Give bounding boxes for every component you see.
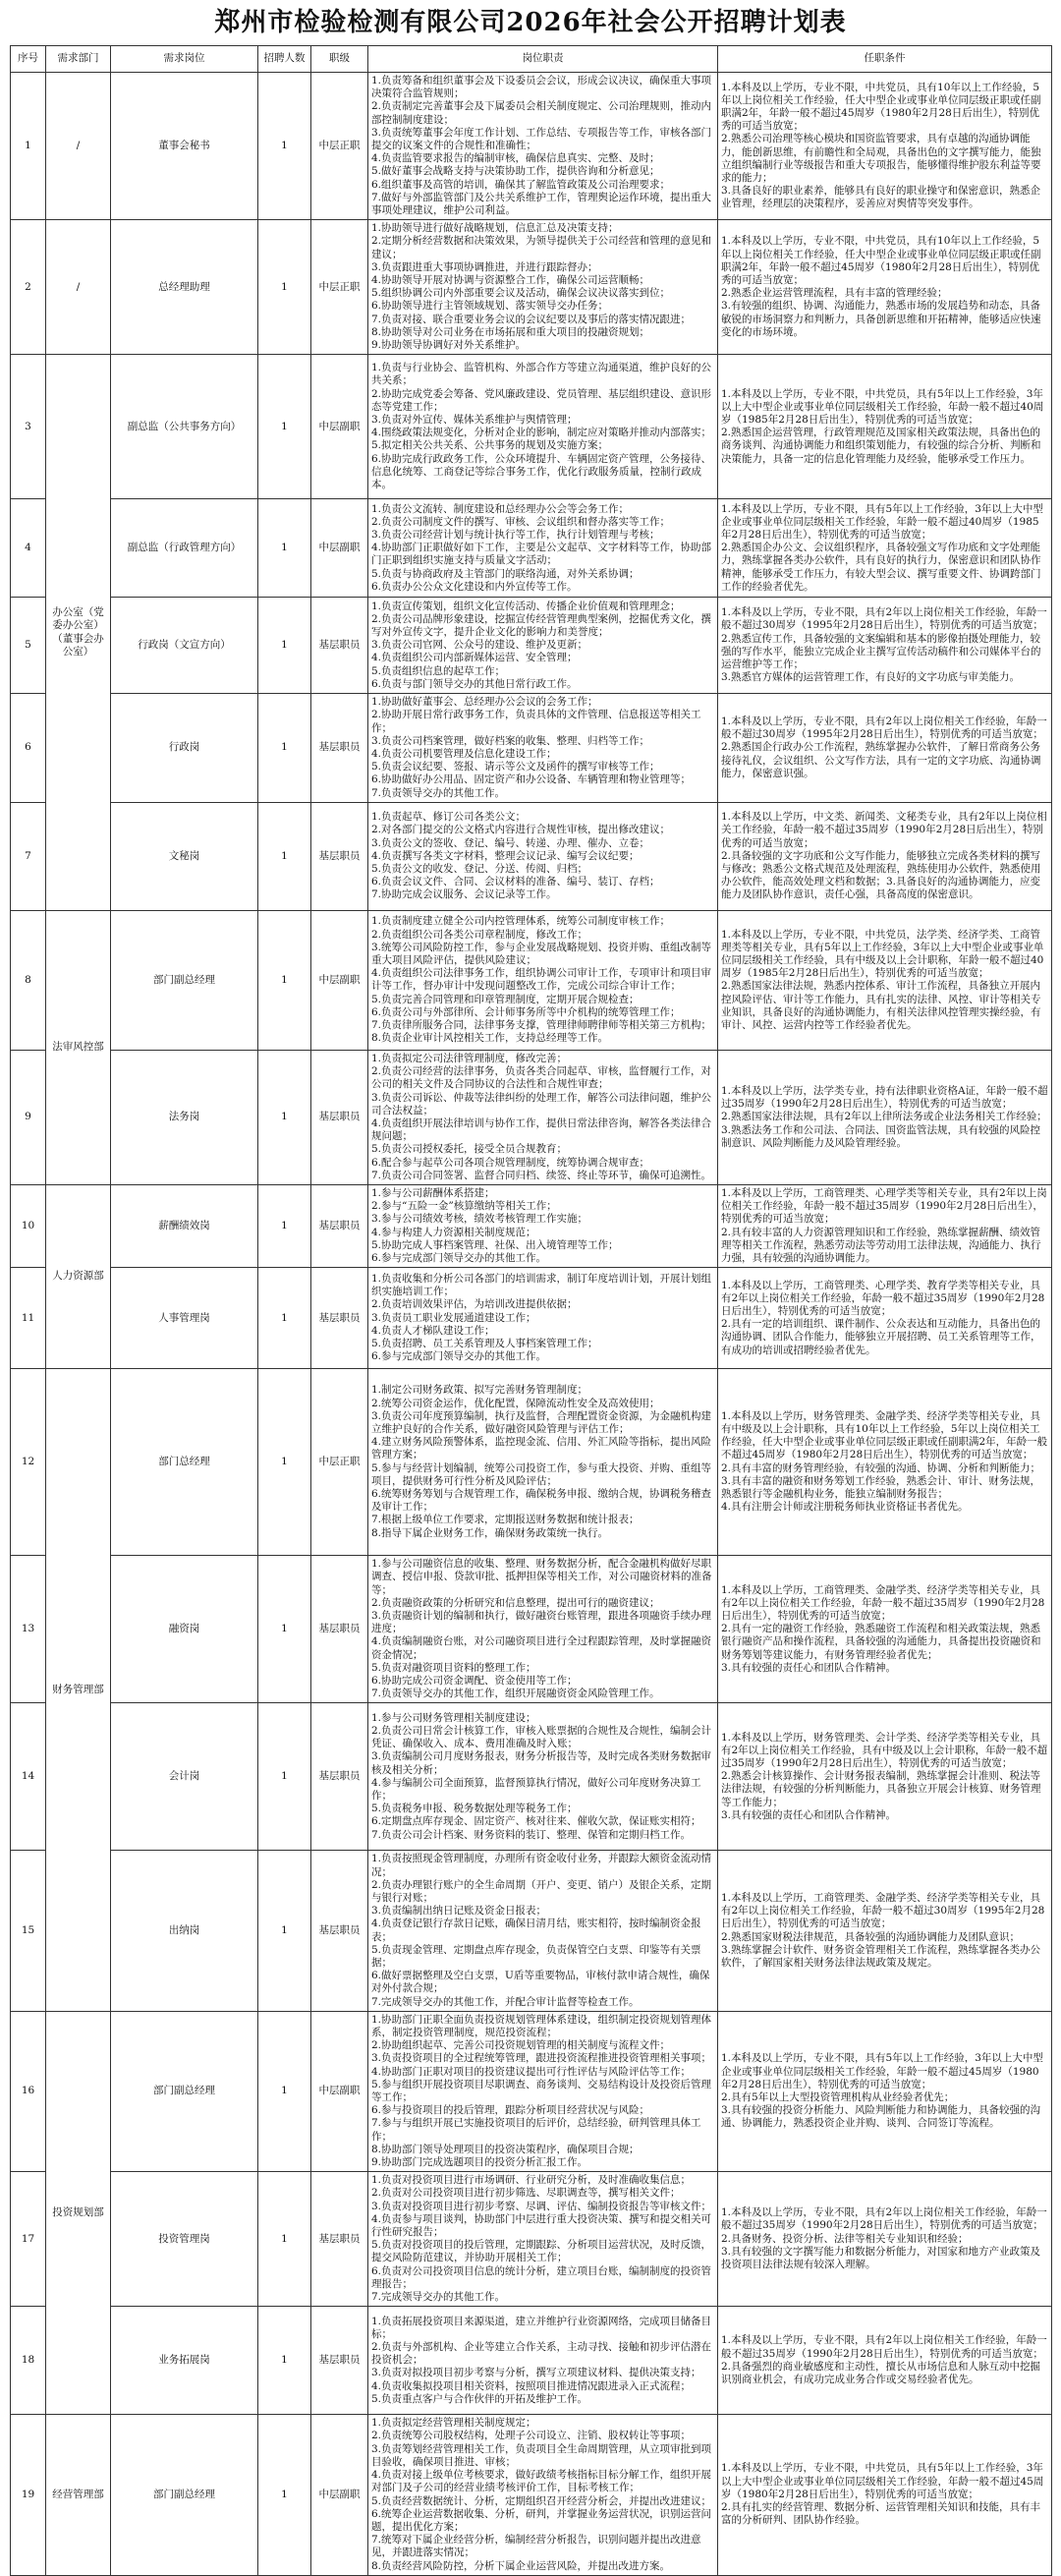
table-row: [11, 2011, 1052, 2171]
table-row: [11, 1703, 1052, 1851]
cell-requirements: 1.本科及以上学历，专业不限，中共党员，具有5年以上工作经验，3年以上大中型企业或事业单位同层级相关工作经验，年龄一般不超过40周岁（1985年2月28日后出生），特别优秀的可适当放宽； 2.熟悉国企运营管理，行政管理规范及国家相关政策法规，具备出色的商务谈判、沟通协调能力和组织策划能力，有较强的综合分析、判断和决策能力，具备一定的信息化管理能力及经验，能够承受工作压力。: [718, 355, 1052, 499]
cell-count: 1: [258, 2011, 311, 2171]
table-row: [11, 694, 1052, 803]
cell-level: 中层正职: [311, 73, 368, 220]
cell-duties: 1.制定公司财务政策、拟写完善财务管理制度； 2.统筹公司资金运作，优化配置，保障流动性安全及高效使用； 3.负责公司年度预算编制，执行及监督，合理配置资金资源，为金融机构建立维护良好的合作关系，做好融资风险管理与评估工作； 4.建立财务风险预警体系，监控现金流、信用、外汇风险等指标，提出风险管理方案； 5.参与与经营计划编制，统筹公司投资工作，参与重大投资、并购、重组等项目，提供财务可行性分析及风险评估； 6.统筹财务筹划与合规管理工作，确保税务申报、缴纳合规，协调税务稽查及审计工作； 7.根据上级单位工作要求，定期报送财务数据和统计报表； 8.指导下属企业财务工作，确保财务政策统一执行。: [368, 1369, 718, 1556]
cell-requirements: 1.本科及以上学历，工商管理类、金融学类、经济学类等相关专业，具有2年以上岗位相关工作经验，年龄一般不超过35周岁（1990年2月28日后出生），特别优秀的可适当放宽； 2.具有一定的融资工作经验，熟悉融资工作流程和相关政策法规，熟悉银行融资产品和操作流程，具备较强的沟通能力，具备提出投资融资和财务筹划等建议能力，有财务管理经验者优先； 3.具有较强的责任心和团队合作精神。: [718, 1556, 1052, 1703]
table-row: [11, 1369, 1052, 1556]
cell-level: 基层职员: [311, 1050, 368, 1184]
cell-position: 文秘岗: [111, 802, 258, 910]
cell-position: 总经理助理: [111, 220, 258, 355]
cell-count: 1: [258, 1184, 311, 1267]
cell-duties: 1.负责按照现金管理制度，办理所有资金收付业务，并跟踪大额资金流动情况； 2.负责办理银行账户的全生命周期（开户、变更、销户）及银企关系，定期与银行对账； 3.负责编制出纳日记账及资金日报表； 4.负责登记银行存款日记账，确保日清月结，账实相符，按时编制资金报表； 5.负责现金管理、定期盘点库存现金，负责保管空白支票、印鉴等有关票据； 6.做好票据整理及空白支票，U盾等重要物品，审核付款申请合规性，确保对外付款合规； 7.完成领导交办的其他工作，并配合审计监督等检查工作。: [368, 1851, 718, 2011]
cell-no: 1: [11, 73, 46, 220]
table-row: [11, 73, 1052, 220]
cell-dept: 人力资源部: [46, 1184, 111, 1368]
cell-dept: /: [46, 220, 111, 355]
table-row: [11, 910, 1052, 1050]
cell-count: 1: [258, 220, 311, 355]
cell-duties: 1.协助领导进行做好战略规划，信息汇总及决策支持； 2.定期分析经营数据和决策效果，为领导提供关于公司经营和管理的意见和建议； 3.负责跟进重大事项协调推进，并进行跟踪督办； 4.协助领导开展对协调与资源整合工作，确保公司运营顺畅； 5.组织协调公司内外部重要会议及活动，确保会议决议落实到位； 6.协助领导进行主管领域规划、落实领导交办任务； 7.负责对接、联合重要业务会议的会议纪要以及事后的落实情况跟进； 8.协助领导对公司业务在市场拓展和重大项目的投融资规划； 9.协助领导协调好对外关系维护。: [368, 220, 718, 355]
cell-requirements: 1.本科及以上学历，工商管理类、心理学类、教育学类等相关专业，具有2年以上岗位相关工作经验，年龄一般不超过35周岁（1990年2月28日后出生），特别优秀的可适当放宽； 2.具有一定的培训组织、课件制作、公众表达和互动能力，具备出色的沟通协调、团队合作能力，能够独立开展招聘、员工关系管理等工作，有成功的培训或招聘经验者优先。: [718, 1268, 1052, 1369]
cell-level: 基层职员: [311, 1184, 368, 1267]
cell-position: 出纳岗: [111, 1851, 258, 2011]
cell-requirements: 1.本科及以上学历，财务管理类、会计学类、经济学类等相关专业，具有2年以上岗位相关工作经验，具有中级及以上会计职称，年龄一般不超过35周岁（1990年2月28日后出生），特别优秀的可适当放宽； 2.熟悉会计核算操作、会计财务报表编制，熟练掌握会计准则、税法等法律法规，有较强的分析判断能力，具备独立开展会计核算、财务管理等工作能力； 3.具有较强的责任心和团队合作精神。: [718, 1703, 1052, 1851]
cell-count: 1: [258, 1556, 311, 1703]
cell-dept: 办公室（党委办公室）（董事会办公室）: [46, 355, 111, 911]
cell-duties: 1.参与公司财务管理相关制度建设； 2.负责公司日常会计核算工作，审核入账票据的合规性及合规性，编制会计凭证、确保收入、成本、费用准确及时入账； 3.负责编制公司月度财务报表，财务分析报告等，及时完成各类财务数据审核及相关分析； 4.参与编制公司全面预算，监督预算执行情况，做好公司年度财务决算工作； 5.负责税务申报、税务数据处理等税务工作； 6.定期盘点库存现金、固定资产、核对往来、催收欠款，保证账实相符； 7.负责公司会计档案、财务资料的装订、整理、保管和定期归档工作。: [368, 1703, 718, 1851]
cell-count: 1: [258, 802, 311, 910]
cell-requirements: 1.本科及以上学历，财务管理类、金融学类、经济学类等相关专业，具有中级及以上会计职称，具有10年以上工作经验，5年以上岗位相关工作经验，任大中型企业或事业单位同层级正职或任副职满2年，年龄一般不超过45周岁（1980年2月28日后出生），特别优秀的可适当放宽； 2.具有丰富的财务管理经验，有较强的沟通、协调、分析和判断能力； 3.具有丰富的融资和财务筹划工作经验，熟悉会计、审计、财务法规，熟悉银行等金融机构业务，能独立编制财务报告； 4.具有注册会计师或注册税务师执业资格证书者优先。: [718, 1369, 1052, 1556]
cell-count: 1: [258, 2172, 311, 2307]
cell-position: 副总监（行政管理方向）: [111, 499, 258, 598]
cell-requirements: 1.本科及以上学历，工商管理类、金融学类、经济学类等相关专业，具有2年以上岗位相关工作经验，年龄一般不超过30周岁（1995年2月28日后出生），特别优秀的可适当放宽； 2.熟悉国家财税法律规范，具备较强的沟通协调能力及团队意识； 3.熟练掌握会计软件、财务资金管理相关工作流程，熟练掌握各类办公软件，了解国家相关财务法律法规政策及规定。: [718, 1851, 1052, 2011]
cell-position: 投资管理岗: [111, 2172, 258, 2307]
table-row: [11, 598, 1052, 694]
cell-duties: 1.负责拓展投资项目来源渠道，建立并维护行业资源网络，完成项目储备目标； 2.负责与外部机构、企业等建立合作关系，主动寻找、接触和初步评估潜在投资机会； 3.负责对拟投项目初步考察与分析，撰写立项建议材料、提供决策支持； 4.负责收集拟投项目相关资料，按照项目推进情况跟进录入正式流程； 5.负责重点客户与合作伙伴的开拓及维护工作。: [368, 2307, 718, 2415]
table-row: [11, 1556, 1052, 1703]
cell-requirements: 1.本科及以上学历，专业不限，具有5年以上工作经验，3年以上大中型企业或事业单位同层级相关工作经验，年龄一般不超过45周岁（1980年2月28日后出生），特别优秀的可适当放宽； 2.具有5年以上大型投资管理机构从业经验者优先； 3.具有较强的投资分析能力、风险判断能力和协调能力，具备较强的沟通、协调能力，熟悉投资企业并购、谈判、合同签订等流程。: [718, 2011, 1052, 2171]
table-row: [11, 1184, 1052, 1267]
cell-position: 行政岗（文宣方向）: [111, 598, 258, 694]
table-row: [11, 499, 1052, 598]
cell-level: 基层职员: [311, 802, 368, 910]
cell-count: 1: [258, 2415, 311, 2575]
cell-duties: 1.负责与行业协会、监管机构、外部合作方等建立沟通渠道，维护良好的公共关系； 2.协助完成党委会筹备、党风廉政建设、党员管理、基层组织建设、意识形态等党建工作； 3.负责对外宣传、媒体关系维护与舆情管理； 4.围绕政策法规变化，分析对企业的影响，制定应对策略并推动内部落实； 5.拟定相关公共关系、公共事务的规划及实施方案； 6.协助完成行政政务工作，公众环境提升、车辆固定资产管理，公务接待、信息化统筹、工商登记等综合事务工作，优化行政服务质量，控制行政成本。: [368, 355, 718, 499]
cell-dept: 财务管理部: [46, 1369, 111, 2012]
cell-count: 1: [258, 598, 311, 694]
cell-level: 中层副职: [311, 910, 368, 1050]
cell-count: 1: [258, 2307, 311, 2415]
cell-count: 1: [258, 1268, 311, 1369]
table-row: [11, 1050, 1052, 1184]
cell-no: 13: [11, 1556, 46, 1703]
cell-position: 行政岗: [111, 694, 258, 803]
header-duties: 岗位职责: [368, 46, 718, 73]
cell-count: 1: [258, 694, 311, 803]
cell-dept: /: [46, 73, 111, 220]
cell-level: 中层正职: [311, 1369, 368, 1556]
cell-no: 3: [11, 355, 46, 499]
cell-duties: 1.负责起草、修订公司各类公文； 2.对各部门提交的公文格式内容进行合规性审核，提出修改建议； 3.负责公文的签收、登记、编号、转递、办理、催办、立卷； 4.负责撰写各类文字材料，整理会议记录、编写会议纪要； 5.负责公文的收发、登记、分送、传阅、归档； 6.负责会议文件、合同、会议材料的准备、编号、装订、存档； 7.协助完成会议服务、会议记录等工作。: [368, 802, 718, 910]
cell-requirements: 1.本科及以上学历，中文类、新闻类、文秘类专业，具有2年以上岗位相关工作经验，年龄一般不超过35周岁（1990年2月28日后出生），特别优秀的可适当放宽； 2.具备较强的文字功底和公文写作能力，能够独立完成各类材料的撰写与修改；熟悉公文格式规范及处理流程，熟练使用办公软件，熟悉使用办公软件，能高效处理文档和数据；3.具备良好的沟通协调能力，应变能力及团队协作意识，责任心强，具备高度的保密意识。: [718, 802, 1052, 910]
cell-position: 部门副总经理: [111, 2415, 258, 2575]
cell-no: 5: [11, 598, 46, 694]
cell-no: 8: [11, 910, 46, 1050]
table-row: [11, 2307, 1052, 2415]
cell-requirements: 1.本科及以上学历，专业不限，具有5年以上工作经验，3年以上大中型企业或事业单位同层级相关工作经验，年龄一般不超过40周岁（1985年2月28日后出生），特别优秀的可适当放宽； 2.熟悉国企办公文、会议组织程序，具备较强文写作功底和文字处理能力，熟练掌握各类办公软件，具有良好的执行力，保密意识和团队协作精神，能够承受工作压力，有较大型会议、撰写重要文件、协调跨部门工作的经验者优先。: [718, 499, 1052, 598]
cell-no: 14: [11, 1703, 46, 1851]
cell-dept: 经营管理部: [46, 2415, 111, 2575]
cell-requirements: 1.本科及以上学历，专业不限，具有2年以上岗位相关工作经验，年龄一般不超过35周岁（1990年2月28日后出生），特别优秀的可适当放宽； 2.具备强烈的商业敏感度和主动性，擅长从市场信息和人脉互动中挖掘识别商业机会，有成功完成业务合作或交易经验者优先。: [718, 2307, 1052, 2415]
cell-duties: 1.参与公司融资信息的收集、整理、财务数据分析，配合金融机构做好尽职调查、授信申报、贷款审批、抵押担保等相关工作，对公司融资材料的准备等； 2.负责融资政策的分析研究和信息整理，提出可行的融资建议； 3.负责融资计划的编制和执行，做好融资台账管理，跟进各项融资手续办理进度； 4.负责编制融资台账，对公司融资项目进行全过程跟踪管理，及时掌握融资资金情况； 5.负责对融资项目资料的整理工作； 6.协助完成公司资金调配、资金使用等工作； 7.负责领导交办的其他工作，组织开展融资资金风险管理工作。: [368, 1556, 718, 1703]
cell-duties: 1.负责宣传策划，组织文化宣传活动、传播企业价值观和管理理念； 2.负责公司品牌形象建设，挖掘宣传经营管理典型案例，挖掘优秀文化，撰写对外宣传文字，提升企业文化的影响力和美誉度； 3.负责公司官网、公众号的建设、维护及更新； 4.负责组织公司内部新媒体运营、安全管理； 5.负责组织信息的起草工作； 6.负责与部门领导交办的其他日常行政工作。: [368, 598, 718, 694]
cell-position: 副总监（公共事务方向）: [111, 355, 258, 499]
cell-count: 1: [258, 73, 311, 220]
cell-duties: 1.参与公司薪酬体系搭建； 2.参与“五险一金”核算缴纳等相关工作； 3.参与公司绩效考核，绩效考核管理工作实施； 4.参与构建人力资源相关制度规范； 5.协助完成人事档案管理、社保、出入境管理等工作； 6.参与完成部门领导交办的其他工作。: [368, 1184, 718, 1267]
cell-level: 基层职员: [311, 2307, 368, 2415]
cell-position: 部门总经理: [111, 1369, 258, 1556]
table-row: [11, 1268, 1052, 1369]
cell-duties: 1.协助部门正职全面负责投资规划管理体系建设，组织制定投资规划管理体系，制定投资管理制度，规范投资流程； 2.协助组织起草、完善公司投资规划管理的相关制度与流程文件； 3.负责投资项目的全过程统筹管理，跟进投资流程推进投资管理相关事项； 4.协助部门正职对项目的投资建议提出可行性评估与风险评估等工作； 5.参与组织开展投资项目尽职调查、商务谈判、交易结构设计及投资后管理等工作； 6.参与投资项目的投后管理，跟踪分析项目经营状况与风险； 7.参与与组织开展已实施投资项目的后评价，总结经验，研判管理具体工作； 8.协助部门领导处理项目的投资决策程序，确保项目合规； 9.协助部门完成选题项目的投资分析汇报工作。: [368, 2011, 718, 2171]
cell-duties: 1.负责筹备和组织董事会及下设委员会会议，形成会议决议，确保重大事项决策符合监管规则； 2.负责制定完善董事会及下属委员会相关制度规定、公司治理规则，推动内部控制制度建设； 3.负责统筹董事会年度工作计划、工作总结、专项报告等工作，审核各部门提交的议案文件的合规性和准确性； 4.负责监管要求报告的编制审核，确保信息真实、完整、及时； 5.做好董事会战略支持与决策协助工作，提供咨询和分析意见； 6.组织董事及高管的培训，确保其了解监管政策及公司治理要求； 7.做好与外部监管部门及公共关系维护工作，管理舆论运作环境，提出重大事项处理建议，维护公司利益。: [368, 73, 718, 220]
cell-requirements: 1.本科及以上学历，专业不限，具有2年以上岗位相关工作经验，年龄一般不超过30周岁（1995年2月28日后出生），特别优秀的可适当放宽； 2.熟悉宣传工作，具备较强的文案编辑和基本的影像拍摄处理能力，较强的写作水平，能独立完成企业主撰写宣传活动稿件和公司媒体平台的运营维护等工作； 3.熟悉官方媒体的运营管理工作，有良好的文字功底与审美能力。: [718, 598, 1052, 694]
cell-position: 会计岗: [111, 1703, 258, 1851]
cell-no: 11: [11, 1268, 46, 1369]
cell-level: 基层职员: [311, 694, 368, 803]
cell-duties: 1.协助做好董事会、总经理办公会议的会务工作； 2.协助开展日常行政事务工作，负责具体的文件管理、信息报送等相关工作； 3.负责公司档案管理，做好档案的收集、整理、归档等工作； 4.负责公司机要管理及信息化建设工作； 5.负责会议纪要、签报、请示等公文及函件的撰写审核等工作； 6.协助做好办公用品、固定资产和办公设备、车辆管理和物业管理等； 7.负责领导交办的其他工作。: [368, 694, 718, 803]
cell-level: 基层职员: [311, 1268, 368, 1369]
cell-level: 中层副职: [311, 355, 368, 499]
header-position: 需求岗位: [111, 46, 258, 73]
cell-level: 中层副职: [311, 2011, 368, 2171]
cell-count: 1: [258, 910, 311, 1050]
cell-requirements: 1.本科及以上学历，专业不限，中共党员，具有5年以上工作经验，3年以上大中型企业或事业单位同层级相关工作经验，年龄一般不超过45周岁（1980年2月28日后出生），特别优秀的可适当放宽； 2.具有扎实的经营管理、数据分析、运营管理相关知识和技能，具有丰富的分析研判、团队协作经验。: [718, 2415, 1052, 2575]
cell-requirements: 1.本科及以上学历，法学类专业，持有法律职业资格A证，年龄一般不超过35周岁（1990年2月28日后出生），特别优秀的可适当放宽； 2.熟悉国家法律法规，具有2年以上律所法务或企业法务相关工作经验； 3.熟悉法务工作和公司法、合同法、国资监管法规，具有较强的风险控制意识、风险判断能力及风险管理经验。: [718, 1050, 1052, 1184]
cell-requirements: 1.本科及以上学历，专业不限，具有2年以上岗位相关工作经验，年龄一般不超过30周岁（1995年2月28日后出生），特别优秀的可适当放宽； 2.熟悉国企行政办公工作流程，熟练掌握办公软件，了解日常商务公务接待礼仪，会议组织、公文写作方法，具有一定的文字功底、沟通协调能力，保密意识强。: [718, 694, 1052, 803]
cell-no: 9: [11, 1050, 46, 1184]
cell-level: 基层职员: [311, 1556, 368, 1703]
cell-position: 法务岗: [111, 1050, 258, 1184]
cell-position: 董事会秘书: [111, 73, 258, 220]
cell-level: 中层副职: [311, 2415, 368, 2575]
cell-level: 基层职员: [311, 2172, 368, 2307]
cell-level: 基层职员: [311, 598, 368, 694]
cell-no: 10: [11, 1184, 46, 1267]
cell-duties: 1.负责拟定公司法律管理制度，修改完善； 2.负责公司经营的法律事务，负责各类合同起草、审核，监督履行工作，对公司的相关文件及合同协议的合法性和合规性审查； 3.负责公司诉讼、仲裁等法律纠纷的处理工作，解答公司法律问题，维护公司合法权益； 4.负责组织开展法律培训与协作工作，提供日常法律咨询，解答各类法律合规问题； 5.负责公司授权委托，接受全员合规教育； 6.配合参与起草公司各项合规管理制度，统筹协调合规审查； 7.负责公司合同签署、监督合同归档、续签、终止等环节，确保可追溯性。: [368, 1050, 718, 1184]
cell-count: 1: [258, 1050, 311, 1184]
cell-requirements: 1.本科及以上学历，专业不限，中共党员，法学类、经济学类、工商管理类等相关专业，具有5年以上工作经验，3年以上大中型企业或事业单位同层级相关工作经验，具有中级及以上会计职称，年龄一般不超过40周岁（1985年2月28日后出生），特别优秀的可适当放宽； 2.熟悉国家法律法规，熟悉内控体系、审计工作流程，具备独立开展内控风险评估、审计等工作能力，具有扎实的法律、风控、审计等相关专业知识，具备良好的沟通协调能力，有相关法律风控管理实操经验，有审计、风控、运营内控等工作经验者优先。: [718, 910, 1052, 1050]
cell-no: 7: [11, 802, 46, 910]
cell-level: 基层职员: [311, 1703, 368, 1851]
cell-dept: 法审风控部: [46, 910, 111, 1184]
cell-no: 16: [11, 2011, 46, 2171]
cell-count: 1: [258, 1703, 311, 1851]
cell-position: 业务拓展岗: [111, 2307, 258, 2415]
table-row: [11, 802, 1052, 910]
cell-level: 中层副职: [311, 499, 368, 598]
recruitment-table: [10, 45, 1052, 2576]
cell-position: 人事管理岗: [111, 1268, 258, 1369]
cell-count: 1: [258, 1369, 311, 1556]
cell-no: 4: [11, 499, 46, 598]
cell-requirements: 1.本科及以上学历，专业不限，中共党员，具有10年以上工作经验，5年以上岗位相关工作经验，任大中型企业或事业单位同层级正职或任副职满2年，年龄一般不超过45周岁（1980年2月28日后出生），特别优秀的可适当放宽； 2.熟悉企业运营管理流程，具有丰富的管理经验； 3.有较强的组织、协调、沟通能力，熟悉市场的发展趋势和动态，具备敏锐的市场洞察力和判断力，具备创新思维和开拓精神，能够适应快速变化的市场环境。: [718, 220, 1052, 355]
cell-requirements: 1.本科及以上学历，工商管理类、心理学类等相关专业，具有2年以上岗位相关工作经验，年龄一般不超过35周岁（1990年2月28日后出生），特别优秀的可适当放宽； 2.具有较丰富的人力资源管理知识和工作经验，熟练掌握薪酬、绩效管理等相关工作流程，熟悉劳动法等劳动用工法律法规，沟通能力、执行力强，具有较强的沟通协调能力。: [718, 1184, 1052, 1267]
header-dept: 需求部门: [46, 46, 111, 73]
cell-no: 12: [11, 1369, 46, 1556]
cell-duties: 1.负责收集和分析公司各部门的培训需求，制订年度培训计划，开展计划组织实施培训工作； 2.负责培训效果评估，为培训改进提供依据； 3.负责员工职业发展通道建设工作； 4.负责人才梯队建设工作； 5.负责招聘、员工关系管理及人事档案管理工作； 6.参与完成部门领导交办的其他工作。: [368, 1268, 718, 1369]
cell-position: 融资岗: [111, 1556, 258, 1703]
cell-requirements: 1.本科及以上学历，专业不限，具有2年以上岗位相关工作经验，年龄一般不超过35周岁（1990年2月28日后出生），特别优秀的可适当放宽； 2.具备财务、投资分析、法律等相关专业知识和经验； 3.具有较强的文字撰写能力和数据分析能力，对国家和地方产业政策及投资项目法律法规有较深入理解。: [718, 2172, 1052, 2307]
table-row: [11, 355, 1052, 499]
cell-count: 1: [258, 355, 311, 499]
cell-no: 17: [11, 2172, 46, 2307]
cell-level: 基层职员: [311, 1851, 368, 2011]
header-no: 序号: [11, 46, 46, 73]
table-row: [11, 2172, 1052, 2307]
cell-position: 部门副总经理: [111, 910, 258, 1050]
cell-position: 部门副总经理: [111, 2011, 258, 2171]
cell-no: 6: [11, 694, 46, 803]
page-title: 郑州市检验检测有限公司2026年社会公开招聘计划表: [214, 8, 847, 37]
cell-count: 1: [258, 499, 311, 598]
cell-requirements: 1.本科及以上学历，专业不限，中共党员，具有10年以上工作经验，5年以上岗位相关工作经验，任大中型企业或事业单位同层级正职或任副职满2年，年龄一般不超过45周岁（1980年2月28日后出生），特别优秀的可适当放宽； 2.熟悉公司治理等核心模块和国资监管要求，具有卓越的沟通协调能力，能创新思维，有前瞻性和全局观，具备出色的文字撰写能力，能独立组织编制行业等级报告和重大专项报告，能够懂得维护股东利益等要求的能力； 3.具备良好的职业素养，能够具有良好的职业操守和保密意识，熟悉企业管理，经理层的决策程序，妥善应对舆情等突发事件。: [718, 73, 1052, 220]
cell-duties: 1.负责公文流转、制度建设和总经理办公会等会务工作； 2.负责公司制度文件的撰写、审核、会议组织和督办落实等工作； 3.负责公司经营计划与统计执行等工作，执行计划管理与考核； 4.协助部门正职做好如下工作，主要是公文起草、文字材料等工作，协助部门正职到组织实施支持与质量文字活动； 5.负责与协商政府及主管部门的联络沟通，对外关系协调； 6.负责办公公众文化建设和内外宣传等工作。: [368, 499, 718, 598]
table-header-row: [11, 46, 1052, 73]
header-count: 招聘人数: [258, 46, 311, 73]
cell-duties: 1.负责拟定经营管理相关制度规定； 2.负责统筹公司股权结构，处理子公司设立、注销、股权转让等事项； 3.负责筹划经营管理相关工作，负责项目全生命周期管理，从立项审批到项目验收，确保项目推进、审核； 4.负责对接上级单位考核要求，做好政绩考核指标目标分解工作，组织开展对部门及子公司的经营业绩考核评价工作，目标考核工作； 5.负责经营数据统计、分析，定期组织召开经营分析会，并提出改进建议； 6.统筹企业运营数据收集、分析，研判，并掌握业务运营状况，识别运营问题，提出优化方案； 7.统筹对下属企业经营分析，编制经营分析报告，识别问题并提出改进意见，并跟进落实情况； 8.负责经营风险防控，分析下属企业运营风险，并提出改进方案。: [368, 2415, 718, 2575]
cell-no: 19: [11, 2415, 46, 2575]
header-level: 职级: [311, 46, 368, 73]
cell-no: 18: [11, 2307, 46, 2415]
table-row: [11, 2415, 1052, 2575]
cell-no: 2: [11, 220, 46, 355]
cell-count: 1: [258, 1851, 311, 2011]
table-row: [11, 1851, 1052, 2011]
cell-position: 薪酬绩效岗: [111, 1184, 258, 1267]
cell-dept: 投资规划部: [46, 2011, 111, 2414]
table-row: [11, 220, 1052, 355]
cell-level: 中层正职: [311, 220, 368, 355]
cell-no: 15: [11, 1851, 46, 2011]
cell-duties: 1.负责制度建立健全公司内控管理体系，统筹公司制度审核工作； 2.负责组织公司各类公司章程制度，修改工作； 3.统筹公司风险防控工作，参与企业发展战略规划、投资并购、重组改制等重大项目风险评估，提供风险建议； 4.负责组织公司法律事务工作，组织协调公司审计工作，专项审计和项目审计等工作，督办审计中发现问题整改工作，完成公司综合审计工作； 5.负责完善合同管理和印章管理制度，定期开展合规检查； 6.负责公司与外部律所、会计师事务所等中介机构的统筹管理工作； 7.负责律所服务合同，法律事务支撑，管理律师聘律师等相关第三方机构； 8.负责企业审计风控相关工作，支持总经理等工作。: [368, 910, 718, 1050]
cell-duties: 1.负责对投资项目进行市场调研、行业研究分析，及时准确收集信息； 2.负责对公司投资项目进行初步筛选、尽职调查等，撰写相关文件； 3.负责对投资项目进行初步考察、尽调、评估、编制投资报告等审核文件； 4.负责参与项目谈判，协助部门中层进行重大投资决策、撰写和提交相关可行性研究报告； 5.负责对投资项目的投后管理，定期跟踪、分析项目运营状况，及时反馈，提交风险防范建议，并协助开展相关工作； 6.负责对公司投资项目信息的统计分析，建立项目台账，编制制度的投资管理报告； 7.完成领导交办的其他工作。: [368, 2172, 718, 2307]
header-requirements: 任职条件: [718, 46, 1052, 73]
